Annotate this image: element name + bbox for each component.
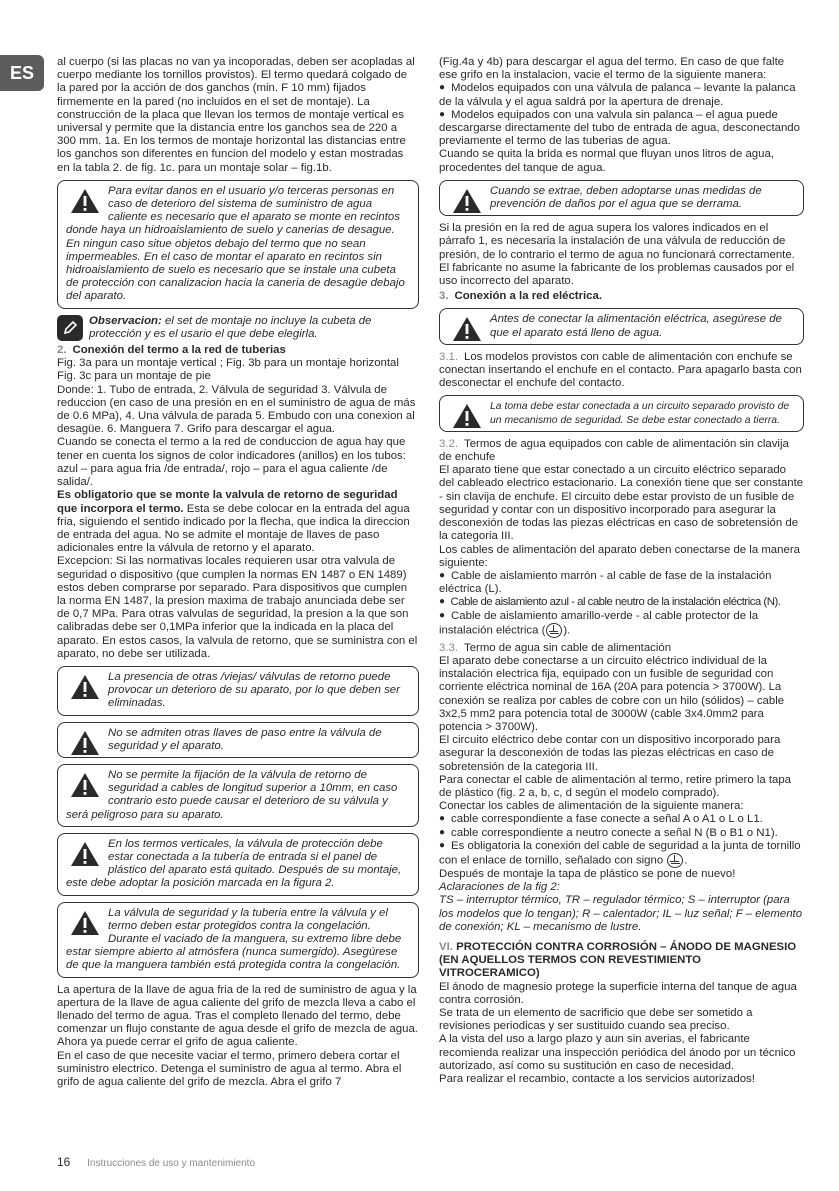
paragraph: Es obligatorio que se monte la valvula de retorno de seguridad que incorpora el termo. Esta se debe colocar en la entrada del agua fria, siguiendo el sentido indicado por la flecha, que indica la direccion de entrada del agua. No se admite el montaje de llaves de paso adicionales entre la válvula de retorno y el aparato. — [57, 489, 410, 555]
warning-text: La válvula de seguridad y la tuberia entre la válvula y el termo deben estar protegidos contra la congelación. Durante el vaciado de la manguera, su extremo libre debe estar siempre abierto al atmósfera (nunca sumergido). Asegúrese de que la manguera también está protegida contra la congelación. — [66, 906, 402, 972]
paragraph: Excepcion: Si las normativas locales requieren usar otra valvula de seguridad o dispositivo (que cumplen la normas EN 1487 o EN 1489) estos deben comprarse por separado. Para dispositivos que cumplen la norma EN 1487, la presion maxima de trabajo anunciada debe ser de 0,7 MPa. Para otras valvulas de seguridad, la presion a la que son calibradas debe ser 0,1MPa inferior que la indicada en la placa del aparato. En estos casos, la valvula de retorno, que se suministra con el aparato, no debe ser utilizada. — [57, 555, 418, 660]
warning-icon — [452, 403, 482, 429]
warning-text: Antes de conectar la alimentación eléctrica, asegúrese de que el aparato está lleno de agua. — [490, 313, 782, 339]
warning-box — [439, 308, 804, 344]
paragraph: El aparato debe conectarse a un circuito eléctrico individual de la instalación electrica fija, equipado con un fusible de seguridad con corriente eléctrica nominal de 16A (20A para potencia > 3700W). La conexión se realiza por cables de cobre con un hilo (sólidos) – cable 3x2,5 mm2 para potencia total de 3000W (cable 3x4.0mm2 para potencia > 3700W). — [439, 654, 785, 733]
paragraph: Para realizar el recambio, contacte a los servicios autorizados! — [439, 1073, 755, 1086]
language-tab: ES — [0, 55, 44, 91]
paragraph: Donde: 1. Tubo de entrada, 2. Válvula de seguridad 3. Válvula de reduccion (en caso de una presión en en el suministro de agua de más de 0.6 MPa), 4. Una válvula de parada 5. Embudo con una conexion al desagüe. 6. Manguera 7. Grifo para descargar el agua. — [57, 383, 416, 436]
subsection-3-2: 3.2. Termos de agua equipados con cable de alimentación sin clavija de enchufe — [439, 437, 789, 464]
warning-icon — [452, 316, 482, 342]
warning-icon — [452, 188, 482, 214]
intro-paragraph: al cuerpo (si las placas no van ya incoporadas, deben ser acopladas al cuerpo mediante los tornillos provistos). El termo quedará colgado de la pared por la acción de dos ganchos (min. F 10 mm) fijados firmemente en la pared (no incluidos en el set de montaje). La construcción de la placa que llevan los termos de montaje vertical es universal y permite que la distancia entre los ganchos sea de 220 a 300 mm. 1a. En los termos de montaje horizontal las distancias entre los ganchos son diferentes en funcion del modelo y estan mostradas en la tabla 2. de fig. 1c. para un montaje solar – fig.1b. — [57, 56, 415, 174]
list-item: ● cable correspondiente a neutro conecte a señal N (B o B1 o N1). — [439, 827, 804, 840]
warning-text: No se permite la fijación de la válvula de retorno de seguridad a cables de longitud superior a 10mm, en caso contrario esto puede causar el deterioro de su válvula y será peligroso para su aparato. — [66, 768, 398, 821]
list-item: ● Cable de aislamiento azul - al cable neutro de la instalación eléctrica (N). — [439, 596, 804, 609]
paragraph: Para conectar el cable de alimentación al termo, retire primero la tapa de plástico (fig. 2 a, b, c, d según el modelo comprado). — [439, 773, 792, 799]
ground-icon — [546, 623, 562, 638]
paragraph: La apertura de la llave de agua fria de la red de suministro de agua y la apertura de la llave de agua caliente del grifo de mezcla lleva a cabo el llenado del termo de agua. Tras el completo llenado del termo, debe comenzar un flujo constante de agua desde el grifo de mezcla de agua. Ahora ya puede cerrar el grifo de agua caliente. — [57, 983, 418, 1049]
paragraph: Cuando se conecta el termo a la red de conduccion de agua hay que tener en cuenta los signos de color indicadores (anillos) en los tubos: azul – para agua fria /de entrada/, rojo – para el agua caliente /de salida/. — [57, 436, 406, 489]
paragraph: (Fig.4a y 4b) para descargar el agua del termo. En caso de que falte ese grifo en la instalacion, vacie el termo de la siguiente manera: — [439, 56, 785, 82]
paragraph: TS – interruptor térmico, TR – regulador térmico; S – interruptor (para los modelos que lo tengan); R – calentador; IL – luz señal; F – elemento de conexión; KL – mecanismo de lustre. — [439, 894, 803, 933]
list-item: ● Modelos equipados con una valvula sin palanca – el agua puede descargarse directamente del tubo de entrada de agua, desconectando previamente el termo de las tuberias de agua. — [439, 109, 804, 149]
left-column — [57, 56, 419, 1089]
paragraph: Cuando se quita la brida es normal que fluyan unos litros de agua, procedentes del tanque de agua. — [439, 148, 774, 174]
warning-text: Cuando se extrae, deben adoptarse unas medidas de prevención de daños por el agua que se derrama. — [490, 184, 762, 211]
warning-icon — [70, 910, 100, 936]
section-vi-heading: VI. PROTECCIÓN CONTRA CORROSIÓN – ÁNODO DE MAGNESIO (EN AQUELLOS TERMOS CON REVESTIMIENTO VITROCERAMICO) — [439, 940, 797, 980]
subsection-3-3: 3.3. Termo de agua sin cable de alimentación — [439, 641, 672, 654]
paragraph: Fig. 3a para un montaje vertical ; Fig. 3b para un montaje horizontal — [57, 357, 399, 370]
ground-icon — [667, 853, 683, 868]
list-item: ● cable correspondiente a fase conecte a señal A o A1 o L o L1. — [439, 813, 804, 826]
warning-text: La presencia de otras /viejas/ válvulas de retorno puede provocar un deterioro de su aparato, por lo que deben ser eliminadas. — [108, 670, 400, 710]
page-number: 16 — [57, 1155, 71, 1169]
warning-text: La toma debe estar conectada a un circuito separado provisto de un mecanismo de seguridad. Se debe estar conectado a tierra. — [490, 401, 790, 426]
page-footer — [57, 1155, 255, 1169]
warning-box — [439, 395, 804, 431]
observation-note — [57, 315, 419, 341]
list-item: ● Cable de aislamiento marrón - al cable de fase de la instalación eléctrica (L). — [439, 570, 804, 596]
paragraph: Después de montaje la tapa de plástico se pone de nuevo! — [439, 867, 736, 880]
paragraph: El aparato tiene que estar conectado a un circuito eléctrico separado del cableado electrico estacionario. La conexión tiene que ser constante - sin clavija de enchufe. El circuito debe estar provisto de un fusible de seguridad y contar con un dispositivo incorporado para asegurar la desconexión de todas las piezas eléctricas en caso de sobretensión de la categoria III. — [439, 464, 804, 543]
paragraph: Aclaraciones de la fig 2: — [439, 881, 560, 894]
section-2-heading: 2. Conexión del termo a la red de tuberias — [57, 344, 286, 357]
paragraph: En el caso de que necesite vaciar el termo, primero debera cortar el suministro electrico. Detenga el suministro de agua al termo. Abra el grifo de agua caliente del grifo de mezcla. Abra el grifo 7 — [57, 1049, 402, 1089]
paragraph: Conectar los cables de alimentación de la siguiente manera: — [439, 800, 744, 813]
warning-icon — [70, 841, 100, 867]
warning-box — [57, 764, 419, 827]
warning-icon — [70, 674, 100, 700]
list-item: ● Es obligatoria la conexión del cable de seguridad a la junta de tornillo con el enlace de tornillo, señalado con signo . — [439, 840, 804, 868]
warning-box — [57, 722, 419, 758]
observation-label: Observacion: — [89, 314, 162, 327]
footer-text: Instrucciones de uso y mantenimiento — [87, 1158, 256, 1169]
warning-icon — [70, 772, 100, 798]
paragraph: A la vista del uso a largo plazo y aun sin averias, el fabricante recomienda realizar una inspección periódica del ánodo por un técnico autorizado, así como su sustitución en caso de necesidad. — [439, 1033, 796, 1072]
warning-box — [57, 666, 419, 716]
warning-text: No se admiten otras llaves de paso entre la válvula de seguridad y el aparato. — [108, 726, 382, 752]
observation-text: el set de montaje no incluye la cubeta de protección y es el usario el que debe elegirla. — [89, 314, 372, 340]
paragraph: El ánodo de magnesio protege la superficie interna del tanque de agua contra corrosión. — [439, 980, 797, 1006]
list-item: ● Cable de aislamiento amarillo-verde - al cable protector de la instalación eléctrica ( ). — [439, 610, 804, 638]
warning-text: En los termos verticales, la válvula de protección debe estar conectada a la tubería de entrada si el panel de plástico del aparato está quitado. Después de su montaje, este debe adoptar la posición marcada en la figura 2. — [66, 837, 402, 890]
warning-icon — [70, 730, 100, 756]
paragraph: Fig. 3c para un montaje de pie — [57, 370, 211, 383]
warning-text: Para evitar danos en el usuario y/o terceras personas en caso de deterioro del sistema de suministro de agua caliente es necesario que el aparato se monte en recintos donde haya un hidroaislamiento de suelo y canerias de desague. En ningun caso situe objetos debajo del termo que no sean impermeables. En el caso de montar el aparato en recintos sin hidroaislamiento de suelo es necesario que se instale una cubeta de protección con canalizacion hacia la caneria de desagüe debajo del aparato. — [66, 184, 405, 303]
warning-box — [57, 833, 419, 896]
right-column — [439, 56, 804, 1086]
warning-box — [57, 902, 419, 978]
paragraph: El circuito eléctrico debe contar con un dispositivo incorporado para asegurar la desconexión de todas las piezas eléctricas en caso de sobretensión de la categoria III. — [439, 734, 781, 773]
subsection-3-1: 3.1. Los modelos provistos con cable de alimentación con enchufe se conectan insertando el enchufe en el contacto. Para apagarlo basta con desconectar el enchufe del contacto. — [439, 350, 802, 390]
warning-icon — [70, 188, 100, 214]
section-3-heading: 3. Conexión a la red eléctrica. — [439, 290, 603, 303]
list-item: ● Modelos equipados con una válvula de palanca – levante la palanca de la válvula y el agua saldrá por la apertura de drenaje. — [439, 82, 804, 108]
paragraph: Los cables de alimentación del aparato deben conectarse de la manera siguiente: — [439, 543, 800, 569]
paragraph: Si la presión en la red de agua supera los valores indicados en el párrafo 1, es necesaria la instalación de una válvula de reducción de presión, de lo contrario el termo de agua no funcionará correctamente. El fabricante no asume la fabricante de los problemas causados por el uso incorrecto del aparato. — [439, 222, 795, 288]
paragraph: Se trata de un elemento de sacrificio que debe ser sometido a revisiones periodicas y ser sustituido cuando sea preciso. — [439, 1007, 753, 1033]
pencil-icon — [57, 315, 83, 341]
warning-box — [57, 180, 419, 309]
warning-box — [439, 180, 804, 216]
